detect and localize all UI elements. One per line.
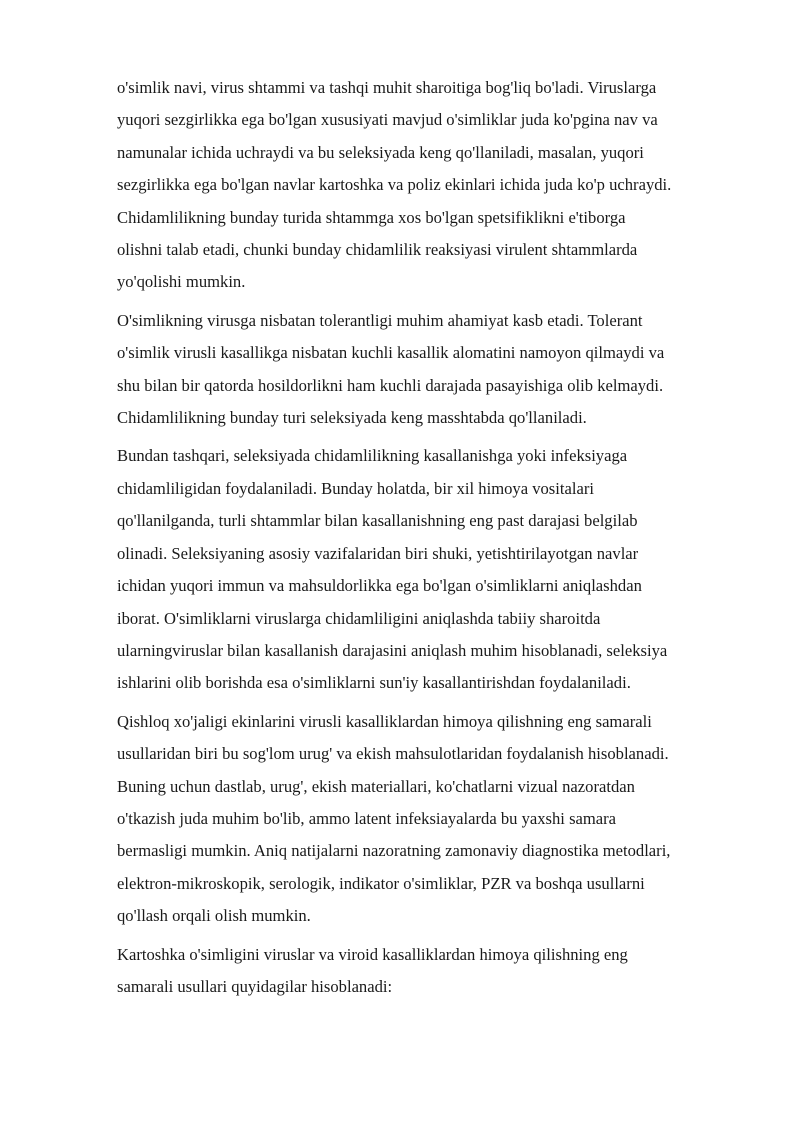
text-line: Kartoshka o'simligini viruslar va viroid kasalliklardan himoya qilishning eng [117, 944, 628, 964]
paragraph-3 [117, 440, 692, 699]
text-line: chidamliligidan foydalaniladi. Bunday holatda, bir xil himoya vositalari [117, 478, 594, 498]
paragraph-4 [117, 706, 692, 933]
paragraph-2 [117, 305, 692, 435]
text-line: sezgirlikka ega bo'lgan navlar kartoshka va poliz ekinlari ichida juda ko'p uchraydi. [117, 175, 672, 195]
text-line: bermasligi mumkin. Aniq natijalarni nazoratning zamonaviy diagnostika metodlari, [117, 841, 671, 861]
text-line: Bundan tashqari, seleksiyada chidamlilikning kasallanishga yoki infeksiyaga [117, 446, 628, 466]
text-line: Qishloq xo'jaligi ekinlarini virusli kasalliklardan himoya qilishning eng samarali [117, 711, 652, 731]
text-line: O'simlikning virusga nisbatan tolerantligi muhim ahamiyat kasb etadi. Tolerant [117, 310, 643, 330]
text-line: qo'llash orqali olish mumkin. [117, 906, 311, 926]
text-line: Chidamlilikning bunday turi seleksiyada keng masshtabda qo'llaniladi. [117, 408, 587, 428]
text-line: iborat. O'simliklarni viruslarga chidamliligini aniqlashda tabiiy sharoitda [117, 608, 601, 628]
text-line: ishlarini olib borishda esa o'simliklarni sun'iy kasallantirishdan foydalaniladi. [117, 673, 631, 693]
text-line: Chidamlilikning bunday turida shtammga xos bo'lgan spetsifiklikni e'tiborga [117, 207, 626, 227]
text-line: ichidan yuqori immun va mahsuldorlikka ega bo'lgan o'simliklarni aniqlashdan [117, 576, 642, 596]
text-line: o'simlik virusli kasallikga nisbatan kuchli kasallik alomatini namoyon qilmaydi va [117, 343, 665, 363]
text-line: elektron-mikroskopik, serologik, indikator o'simliklar, PZR va boshqa usullarni [117, 873, 645, 893]
text-line: yo'qolishi mumkin. [117, 272, 246, 292]
text-line: yuqori sezgirlikka ega bo'lgan xususiyati mavjud o'simliklar juda ko'pgina nav va [117, 110, 658, 130]
text-line: usullaridan biri bu sog'lom urug' va ekish mahsulotlaridan foydalanish hisoblanadi. [117, 744, 669, 764]
text-line: o'tkazish juda muhim bo'lib, ammo latent infeksiayalarda bu yaxshi samara [117, 808, 617, 828]
text-line: Buning uchun dastlab, urug', ekish materiallari, ko'chatlarni vizual nazoratdan [117, 776, 635, 796]
text-line: namunalar ichida uchraydi va bu seleksiyada keng qo'llaniladi, masalan, yuqori [117, 142, 644, 162]
text-line: o'simlik navi, virus shtammi va tashqi muhit sharoitiga bog'liq bo'ladi. Viruslarga [117, 78, 657, 97]
text-line: qo'llanilganda, turli shtammlar bilan kasallanishning eng past darajasi belgilab [117, 511, 638, 531]
document-page [117, 72, 692, 1009]
text-line: shu bilan bir qatorda hosildorlikni ham kuchli darajada pasayishiga olib kelmaydi. [117, 375, 664, 395]
text-line: olishni talab etadi, chunki bunday chidamlilik reaksiyasi virulent shtammlarda [117, 240, 638, 260]
text-line: olinadi. Seleksiyaning asosiy vazifalaridan biri shuki, yetishtirilayotgan navlar [117, 543, 639, 563]
text-line: ularningviruslar bilan kasallanish darajasini aniqlash muhim hisoblanadi, seleksiya [117, 640, 668, 660]
paragraph-5 [117, 939, 692, 1004]
paragraph-1 [117, 72, 692, 299]
text-line: samarali usullari quyidagilar hisoblanadi: [117, 976, 393, 996]
